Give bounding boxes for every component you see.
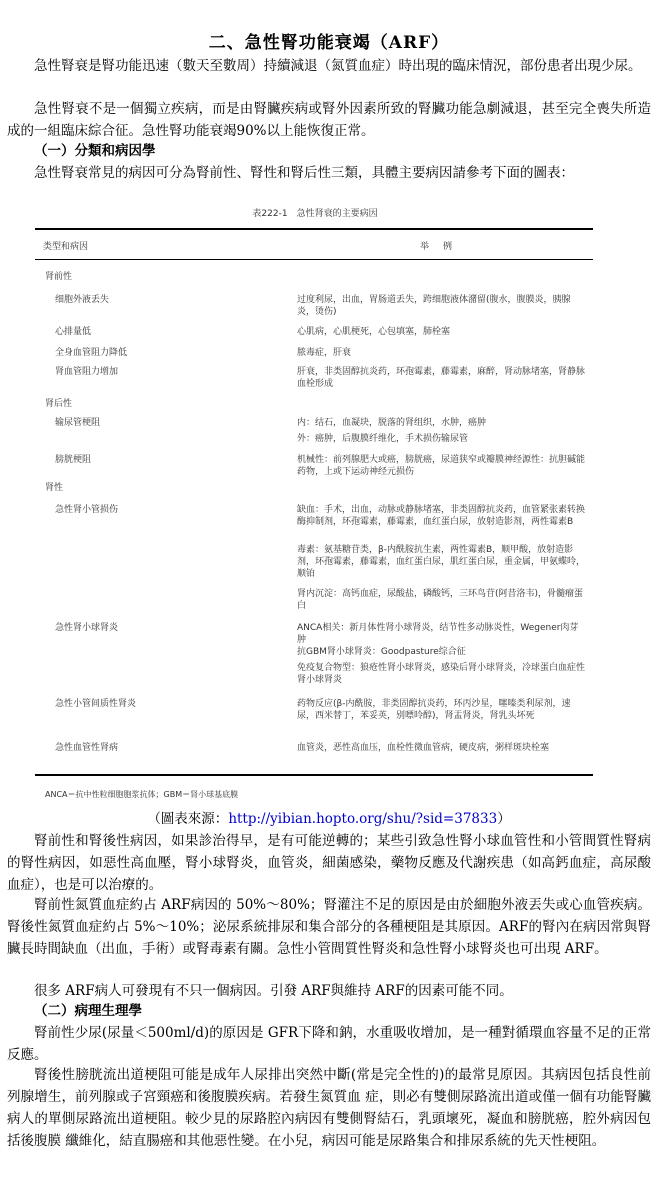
cause-name: 细胞外液丢失 bbox=[55, 295, 110, 305]
multiple-causes-paragraph: 很多 ARF病人可發現有不只一個病因。引發 ARF與維持 ARF的因素可能不同。 bbox=[34, 983, 513, 999]
cause-name: 心排量低 bbox=[55, 327, 92, 337]
classification-paragraph: 急性腎衰常見的病因可分為腎前性、腎性和腎后性三類，具體主要病因請參考下面的圖表： bbox=[34, 165, 574, 181]
cause-example: 肝衰，非类固醇抗炎药，环孢霉素，藤霉素，麻醉，肾动脉堵塞，肾静脉血栓形成 bbox=[297, 367, 586, 389]
cause-name: 急性肾小管损伤 bbox=[55, 505, 119, 515]
section-heading-pathophysiology: （二）病理生理學 bbox=[34, 1003, 142, 1019]
cause-example: 外：癌肿，后腹膜纤维化，手术损伤输尿管 bbox=[297, 434, 469, 444]
source-prefix: （圖表來源： bbox=[147, 811, 229, 827]
cause-example: 血管炎，恶性高血压，血栓性微血管病，硬皮病，粥样斑块栓塞 bbox=[297, 743, 550, 753]
figure-source bbox=[0, 807, 658, 827]
intro-paragraph-2: 急性腎衰不是一個獨立疾病，而是由腎臟疾病或腎外因素所致的腎臟功能急劇減退，甚至完全喪失所造成的一組臨床綜合征。急性腎功能衰竭90%以上能恢復正常。 bbox=[7, 101, 651, 139]
cause-example: 药物反应(β-内酰胺，非类固醇抗炎药，环丙沙星，噻嗪类利尿剂，速尿，西米替丁，苯妥英，别嘌呤醇)，肾盂肾炎，肾乳头坏死 bbox=[297, 699, 571, 721]
cause-example: 免疫复合物型：狼疮性肾小球肾炎，感染后肾小球肾炎，冷球蛋白血症性肾小球肾炎 bbox=[297, 663, 586, 685]
incidence-paragraph: 腎前性氮質血症約占 ARF病因的 50%～80%；腎灌注不足的原因是由於細胞外液丟失或心血管疾病。腎後性氮質血症約占 5%～10%；泌尿系統排尿和集合部分的各種梗阻是其原因。ARF的腎內在病因常與腎臟長時間缺血（出血，手術）或腎毒素有關。急性小管間質性腎炎和急性腎小球腎炎也可出現 ARF。 bbox=[7, 897, 651, 957]
cause-example: 缺血：手术，出血，动脉或静脉堵塞，非类固醇抗炎药，血管紧张素转换酶抑制剂，环孢霉素，藤霉素，血红蛋白尿，放射造影剂，两性霉素B bbox=[297, 505, 586, 527]
cause-example: 毒素：氨基糖苷类，β-内酰胺抗生素，两性霉素B，顺甲酸，放射造影剂，环孢霉素，藤霉素，血红蛋白尿，肌红蛋白尿，重金属，甲氨蝶呤，顺铂 bbox=[297, 545, 586, 579]
cause-name: 急性肾小球肾炎 bbox=[55, 623, 119, 633]
cause-example: 过度利尿，出血，胃肠道丢失，跨细胞液体潴留(腹水，腹膜炎，胰腺炎，烫伤) bbox=[297, 295, 571, 317]
prerenal-oliguria-paragraph: 腎前性少尿(尿量＜500ml/d)的原因是 GFR下降和鈉，水重吸收增加，是一種對循環血容量不足的正常反應。 bbox=[7, 1025, 651, 1063]
cause-name: 膀胱梗阻 bbox=[55, 455, 92, 465]
cause-name: 急性血管性肾病 bbox=[55, 743, 119, 753]
category-prerenal: 肾前性 bbox=[45, 272, 73, 282]
postrenal-obstruction-paragraph: 腎後性膀胱流出道梗阻可能是成年人尿排出突然中斷(常是完全性的)的最常見原因。其病因包括良性前列腺增生，前列腺或子宮頸癌和後腹膜疾病。若發生氮質血 症，則必有雙側尿路流出道或僅一個有功能腎臟病人的單側尿路流出道梗阻。較少見的尿路腔內病因有雙側腎結石，乳頭壞死，凝血和膀胱癌，腔外病因包括後腹膜 纖維化，結直腸癌和其他惡性變。在小兒，病因可能是尿路集合和排尿系統的先天性梗阻。 bbox=[7, 1067, 651, 1149]
cause-example: 机械性：前列腺肥大或癌，膀胱癌，尿道狭窄或瓣膜神经源性：抗胆碱能药物，上或下运动神经元损伤 bbox=[297, 455, 586, 477]
cause-example: 脓毒症，肝衰 bbox=[297, 348, 352, 358]
cause-name: 输尿管梗阻 bbox=[55, 418, 101, 428]
table-top-rule bbox=[35, 228, 593, 230]
table-header-example: 举例 bbox=[420, 242, 467, 252]
category-postrenal: 肾后性 bbox=[45, 399, 73, 409]
cause-name: 全身血管阻力降低 bbox=[55, 348, 128, 358]
cause-name: 急性小管间质性肾炎 bbox=[55, 699, 137, 709]
cause-name: 肾血管阻力增加 bbox=[55, 367, 119, 377]
cause-example: 抗GBM肾小球肾炎：Goodpasture综合征 bbox=[297, 647, 466, 657]
reversibility-paragraph: 腎前性和腎後性病因，如果診治得早，是有可能逆轉的；某些引致急性腎小球血管性和小管間質性腎病的腎性病因，如惡性高血壓，腎小球腎炎，血管炎，細菌感染，藥物反應及代謝疾患（如高鈣血症，高尿酸血症），也是可以治療的。 bbox=[7, 833, 651, 893]
section-heading-classification: （一）分類和病因學 bbox=[34, 143, 156, 159]
intro-paragraph-1: 急性腎衰是腎功能迅速（數天至數周）持續減退（氮質血症）時出現的臨床情況，部份患者出現少尿。 bbox=[34, 58, 642, 74]
etiology-table-figure bbox=[35, 206, 595, 804]
source-suffix: ） bbox=[497, 811, 511, 827]
cause-example: 肾内沉淀：高钙血症，尿酸盐，磷酸钙，三环鸟苷(阿昔洛韦)，骨髓瘤蛋白 bbox=[297, 589, 584, 611]
source-link[interactable]: http://yibian.hopto.org/shu/?sid=37833 bbox=[228, 811, 498, 827]
table-bottom-rule bbox=[35, 774, 593, 776]
cause-example: 心肌病，心肌梗死，心包填塞，肺栓塞 bbox=[297, 327, 451, 337]
figure-caption: 表222-1 急性肾衰的主要病因 bbox=[252, 209, 378, 219]
table-footnote: ANCA＝抗中性粒细胞胞浆抗体；GBM＝肾小球基底膜 bbox=[45, 790, 239, 799]
category-renal: 肾性 bbox=[45, 483, 64, 493]
cause-example: 内：结石，血凝块，脱落的肾组织，水肿，癌肿 bbox=[297, 418, 487, 428]
document-title: 二、急性腎功能衰竭（ARF） bbox=[208, 33, 450, 53]
cause-example: ANCA相关：新月体性肾小球肾炎，结节性多动脉炎性，Wegener肉芽肿 bbox=[297, 623, 579, 645]
table-header-type: 类型和病因 bbox=[43, 242, 89, 252]
table-header-rule bbox=[35, 259, 593, 260]
